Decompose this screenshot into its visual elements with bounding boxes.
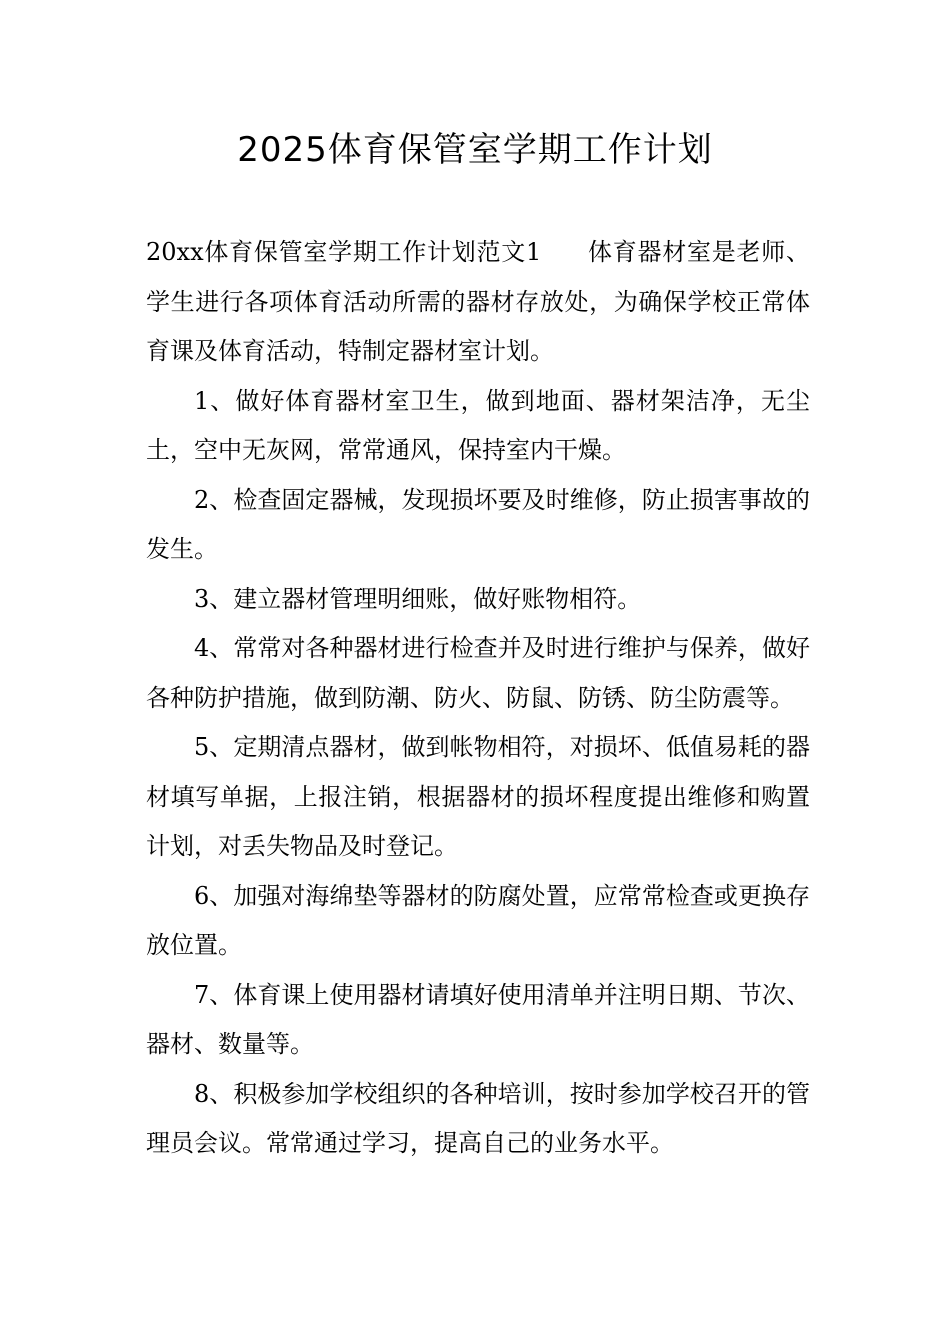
list-item: 1、做好体育器材室卫生，做到地面、器材架洁净，无尘土，空中无灰网，常常通风，保持室内干燥。 (146, 386, 810, 464)
list-item: 8、积极参加学校组织的各种培训，按时参加学校召开的管理员会议。常常通过学习，提高自己的业务水平。 (146, 1079, 810, 1157)
list-item: 7、体育课上使用器材请填好使用清单并注明日期、节次、器材、数量等。 (146, 980, 810, 1058)
list-item: 3、建立器材管理明细账，做好账物相符。 (194, 584, 642, 613)
list-item: 6、加强对海绵垫等器材的防腐处置，应常常检查或更换存放位置。 (146, 881, 810, 959)
list-item: 2、检查固定器械，发现损坏要及时维修，防止损害事故的发生。 (146, 485, 810, 563)
intro-text: 体育器材室是老师、学生进行各项体育活动所需的器材存放处，为确保学校正常体育课及体育活动，特制定器材室计划。 (146, 238, 810, 365)
list-item: 5、定期清点器材，做到帐物相符，对损坏、低值易耗的器材填写单据，上报注销，根据器材的损坏程度提出维修和购置计划，对丢失物品及时登记。 (146, 733, 810, 860)
intro-paragraph (146, 228, 810, 377)
intro-lead: 20xx体育保管室学期工作计划范文1 (146, 238, 542, 266)
list-item: 4、常常对各种器材进行检查并及时进行维护与保养，做好各种防护措施，做到防潮、防火、防鼠、防锈、防尘防震等。 (146, 634, 810, 712)
page-title: 2025体育保管室学期工作计划 (237, 130, 713, 170)
document-body (146, 228, 810, 1169)
